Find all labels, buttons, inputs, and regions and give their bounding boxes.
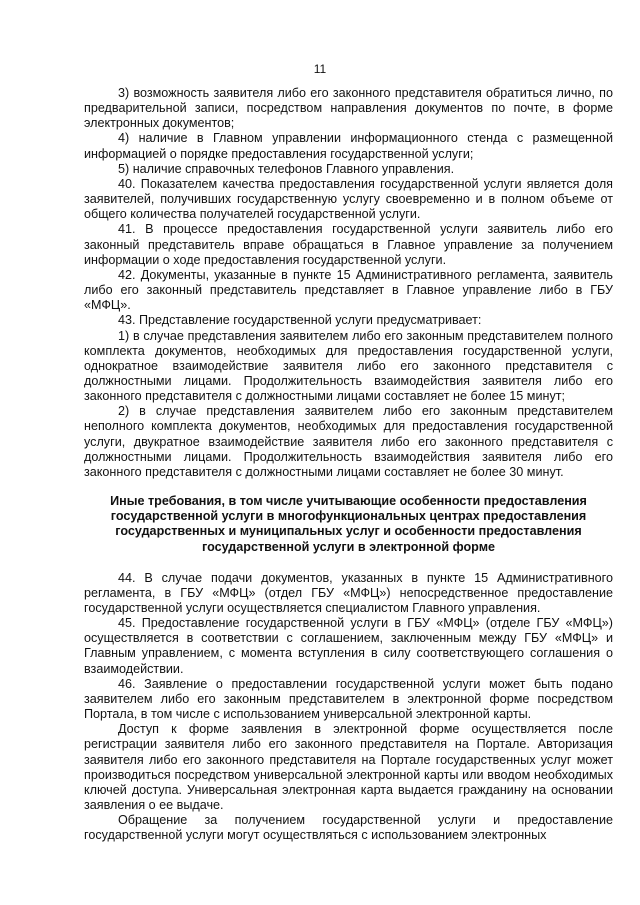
paragraph-access-form: Доступ к форме заявления в электронной форме осуществляется после регистрации заявителя либо его законного представителя на Портале. Авторизация заявителя либо его законного представителя на Портале государственных услуг может производиться посредством универсальной электронной карты или вводом необходимых ключей доступа. Универсальная электронная карта выдается гражданину на основании заявления о ее выдаче. bbox=[84, 722, 613, 813]
paragraph-46: 46. Заявление о предоставлении государственной услуги может быть подано заявителем либо его законным представителем в электронной форме посредством Портала, в том числе с использованием универсальной электронной карты. bbox=[84, 676, 613, 722]
paragraph-item-4: 4) наличие в Главном управлении информационного стенда с размещенной информацией о порядке предоставления государственной услуги; bbox=[84, 131, 613, 161]
paragraph-41: 41. В процессе предоставления государственной услуги заявитель либо его законный представитель вправе обращаться в Главное управление за получением информации о ходе предоставления государственной услуги. bbox=[84, 222, 613, 267]
paragraph-42: 42. Документы, указанные в пункте 15 Административного регламента, заявитель либо его законный представитель представляет в Главное управление либо в ГБУ «МФЦ». bbox=[84, 267, 613, 313]
page-number: 11 bbox=[313, 62, 327, 76]
paragraph-43: 43. Представление государственной услуги предусматривает: bbox=[118, 313, 482, 328]
paragraph-item-3: 3) возможность заявителя либо его законного представителя обратиться лично, по предварительной записи, посредством направления документов по почте, в форме электронных документов; bbox=[84, 86, 613, 131]
paragraph-43-item-1: 1) в случае представления заявителем либо его законным представителем полного комплекта документов, необходимых для предоставления государственной услуги, однократное взаимодействие заявителя либо его законного представителя с должностными лицами. Продолжительность взаимодействия заявителя либо его законного представителя с должностными лицами составляет не более 15 минут; bbox=[84, 328, 613, 404]
paragraph-40: 40. Показателем качества предоставления государственной услуги является доля заявителей, получивших государственную услугу своевременно и в полном объеме от общего количества получателей государственной услуги. bbox=[84, 176, 613, 222]
paragraph-44: 44. В случае подачи документов, указанных в пункте 15 Административного регламента, в ГБУ «МФЦ» (отдел ГБУ «МФЦ») непосредственное предоставление государственной услуги осуществляется специалистом Главного управления. bbox=[84, 570, 613, 615]
section-heading: Иные требования, в том числе учитывающие особенности предоставления государственной услуги в многофункциональных центрах предоставления государственных и муниципальных услуг и особенности предоставления государственной услуги в электронной форме bbox=[110, 494, 587, 554]
paragraph-43-item-2: 2) в случае представления заявителем либо его законным представителем неполного комплекта документов, необходимых для предоставления государственной услуги, двукратное взаимодействие заявителя либо его законного представителя с должностными лицами. Продолжительность взаимодействия заявителя либо его законного представителя с должностными лицами составляет не более 30 минут. bbox=[84, 404, 613, 479]
paragraph-45: 45. Предоставление государственной услуги в ГБУ «МФЦ» (отделе ГБУ «МФЦ») осуществляется в соответствии с соглашением, заключенным между ГБУ «МФЦ» и Главным управлением, с момента вступления в силу соответствующего соглашения о взаимодействии. bbox=[84, 616, 613, 676]
section-heading-wrapper bbox=[84, 494, 613, 555]
document-body bbox=[84, 86, 613, 844]
paragraph-item-5: 5) наличие справочных телефонов Главного управления. bbox=[118, 161, 455, 176]
paragraph-appeal: Обращение за получением государственной услуги и предоставление государственной услуги могут осуществляться с использованием электронных bbox=[84, 813, 613, 843]
